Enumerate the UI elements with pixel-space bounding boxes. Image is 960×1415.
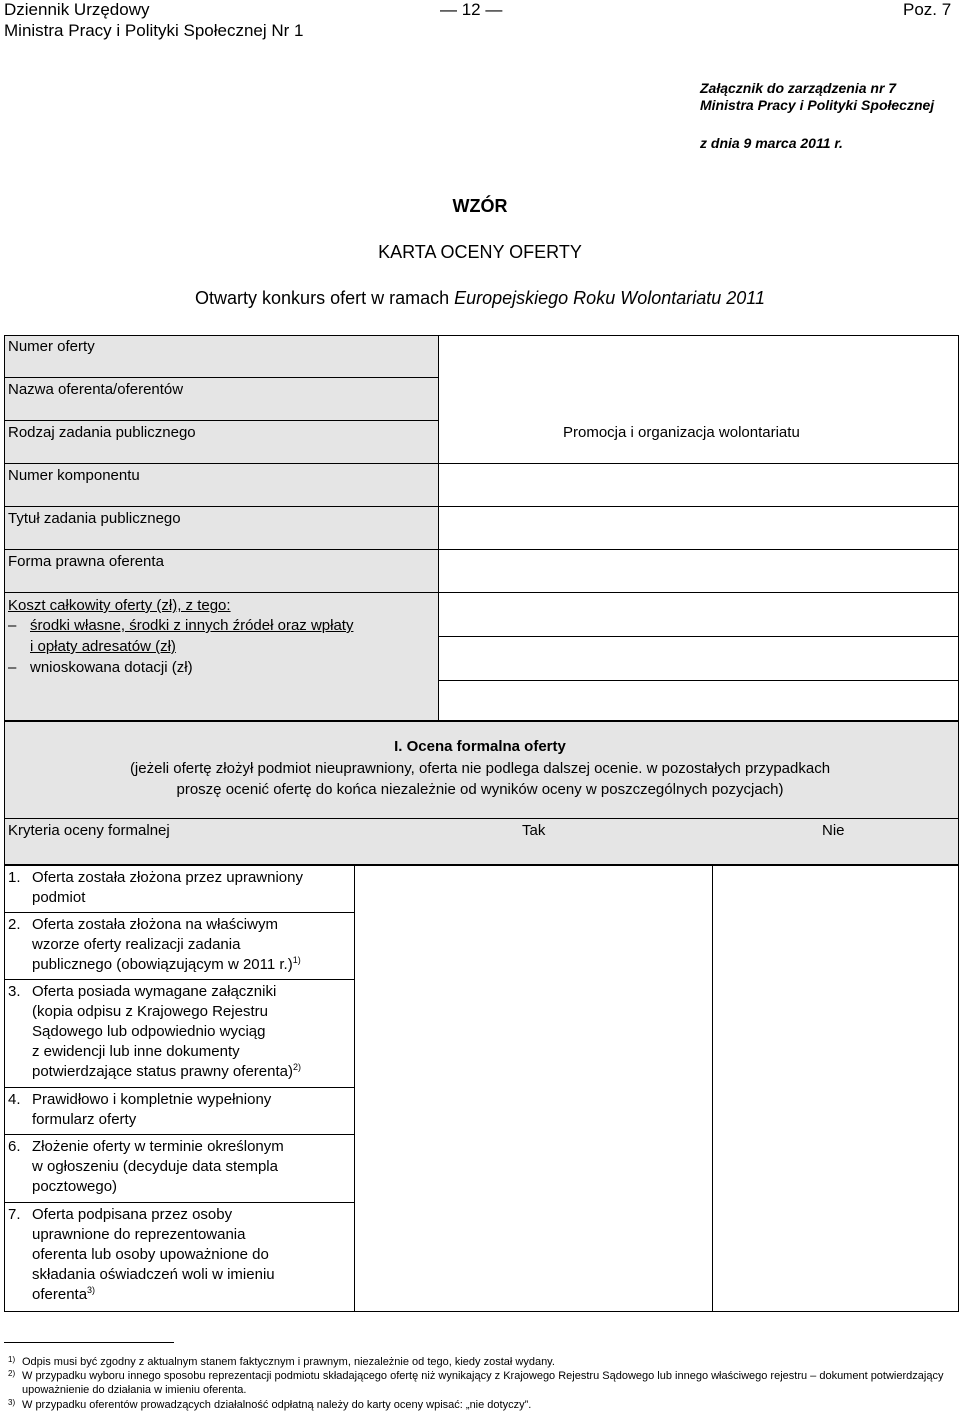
row-line bbox=[4, 912, 354, 913]
criterion-text: oferenta lub osoby upoważnione do bbox=[32, 1246, 269, 1263]
label-rodzaj-zadania: Rodzaj zadania publicznego bbox=[8, 424, 196, 441]
footnote-number: 2) bbox=[8, 1369, 16, 1378]
attachment-line-3: z dnia 9 marca 2011 r. bbox=[700, 135, 843, 151]
criterion-text-row bbox=[8, 1285, 353, 1305]
attachment-line-2: Ministra Pracy i Polityki Społecznej bbox=[700, 97, 935, 113]
criterion-text: pocztowego) bbox=[32, 1178, 118, 1195]
row-line bbox=[4, 1202, 354, 1203]
criterion-2 bbox=[8, 915, 353, 975]
formal-heading: I. Ocena formalna oferty bbox=[394, 738, 566, 755]
criterion-4 bbox=[8, 1090, 353, 1130]
label-koszt-calkowity: Koszt całkowity oferty (zł), z tego: bbox=[8, 597, 231, 614]
criterion-number: 2. bbox=[8, 916, 21, 933]
col-no: Nie bbox=[822, 822, 845, 839]
title-konkurs-italic: Europejskiego Roku Wolontariatu 2011 bbox=[454, 288, 765, 308]
label-wnioskowana-dotacja: – wnioskowana dotacji (zł) bbox=[8, 659, 193, 676]
row-line bbox=[4, 1087, 354, 1088]
label-nazwa-oferenta: Nazwa oferenta/oferentów bbox=[8, 381, 184, 398]
footnote-1 bbox=[8, 1355, 958, 1369]
formal-note-line-2: proszę ocenić ofertę do końca niezależnie od wyników oceny w poszczególnych pozycjach) bbox=[176, 781, 784, 798]
criterion-text: Oferta podpisana przez osoby bbox=[32, 1206, 233, 1223]
attachment-line-1: Załącznik do zarządzenia nr 7 bbox=[700, 80, 897, 96]
row-line bbox=[4, 420, 438, 421]
srodki-wlasne-line-1: środki własne, środki z innych źródeł oraz wpłaty bbox=[30, 617, 354, 634]
criterion-text-row bbox=[8, 955, 353, 975]
title-konkurs-prefix: Otwarty konkurs ofert w ramach bbox=[195, 288, 455, 308]
criterion-text: publicznego (obowiązującym w 2011 r.) bbox=[32, 956, 293, 973]
page-number: — 12 — bbox=[440, 0, 503, 19]
label-forma-prawna: Forma prawna oferenta bbox=[8, 553, 164, 570]
footnote-separator bbox=[4, 1342, 174, 1343]
footnote-ref: 1) bbox=[292, 955, 301, 965]
col-criteria: Kryteria oceny formalnej bbox=[8, 822, 170, 839]
col-yes: Tak bbox=[522, 822, 546, 839]
title-konkurs bbox=[0, 288, 960, 309]
footnote-text: Odpis musi być zgodny z aktualnym stanem faktycznym i prawnym, niezależnie od tego, kiedy został wydany. bbox=[22, 1356, 555, 1368]
criterion-number: 1. bbox=[8, 869, 21, 886]
criterion-text: (kopia odpisu z Krajowego Rejestru bbox=[32, 1003, 268, 1020]
criterion-7 bbox=[8, 1205, 353, 1305]
criterion-3 bbox=[8, 982, 353, 1082]
criterion-text-row bbox=[8, 1062, 353, 1082]
footnote-number: 3) bbox=[8, 1398, 16, 1407]
criterion-text: Oferta posiada wymagane załączniki bbox=[32, 983, 277, 1000]
criterion-number: 7. bbox=[8, 1206, 21, 1223]
row-line bbox=[4, 377, 438, 378]
criterion-text: z ewidencji lub inne dokumenty bbox=[32, 1043, 240, 1060]
criterion-text: Złożenie oferty w terminie określonym bbox=[32, 1138, 284, 1155]
label-numer-komponentu: Numer komponentu bbox=[8, 467, 140, 484]
footnote-text: W przypadku wyboru innego sposobu reprezentacji podmiotu składającego ofertę niż wynikający z Krajowego Rejestru Sądowego lub innego właściwego rejestru – dokument potwierdzający upoważnienie do działania w imieniu oferenta. bbox=[22, 1370, 944, 1396]
criterion-text: formularz oferty bbox=[32, 1111, 137, 1128]
criterion-text: Oferta została złożona na właściwym bbox=[32, 916, 278, 933]
formal-note-line-1: (jeżeli ofertę złożył podmiot nieuprawniony, oferta nie podlega dalszej ocenie. w pozostałych przypadkach bbox=[129, 760, 831, 777]
criterion-number: 3. bbox=[8, 983, 21, 1000]
ministry-number: Ministra Pracy i Polityki Społecznej Nr 1 bbox=[4, 21, 304, 40]
row-line bbox=[4, 463, 959, 464]
criterion-text: Prawidłowo i kompletnie wypełniony bbox=[32, 1091, 272, 1108]
criterion-text: uprawnione do reprezentowania bbox=[32, 1226, 246, 1243]
value-rodzaj-zadania: Promocja i organizacja wolontariatu bbox=[563, 424, 800, 441]
col-line bbox=[712, 865, 713, 1312]
title-wzor: WZÓR bbox=[452, 196, 508, 216]
label-numer-oferty: Numer oferty bbox=[8, 338, 95, 355]
label-srodki-wlasne: – środki własne, środki z innych źródeł oraz wpłaty bbox=[8, 617, 354, 634]
footnote-3 bbox=[8, 1398, 958, 1412]
info-divider bbox=[438, 335, 439, 721]
criterion-number: 4. bbox=[8, 1091, 21, 1108]
row-line bbox=[438, 636, 959, 637]
criterion-text: wzorze oferty realizacji zadania bbox=[32, 936, 241, 953]
journal-title: Dziennik Urzędowy bbox=[4, 0, 150, 19]
criterion-text: podmiot bbox=[32, 889, 86, 906]
label-tytul-zadania: Tytuł zadania publicznego bbox=[8, 510, 181, 527]
position-number: Poz. 7 bbox=[903, 0, 952, 19]
criterion-number: 6. bbox=[8, 1138, 21, 1155]
row-line bbox=[4, 592, 959, 593]
srodki-wlasne-line-2: i opłaty adresatów (zł) bbox=[30, 638, 176, 655]
criterion-text: Oferta została złożona przez uprawniony bbox=[32, 869, 303, 886]
criterion-text: oferenta bbox=[32, 1286, 88, 1303]
footnote-2 bbox=[8, 1369, 958, 1397]
row-line bbox=[4, 506, 959, 507]
wnioskowana-dotacja-text: wnioskowana dotacji (zł) bbox=[30, 659, 193, 676]
criterion-text: w ogłoszeniu (decyduje data stempla bbox=[32, 1158, 278, 1175]
criterion-text: potwierdzające status prawny oferenta) bbox=[32, 1063, 293, 1080]
criterion-6 bbox=[8, 1137, 353, 1197]
title-karta: KARTA OCENY OFERTY bbox=[378, 242, 582, 262]
row-line bbox=[4, 549, 959, 550]
col-line bbox=[354, 865, 355, 1312]
footnote-text: W przypadku oferentów prowadzących działalność odpłatną należy do karty oceny wpisać: „nie dotyczy”. bbox=[22, 1399, 532, 1411]
footnote-ref: 3) bbox=[87, 1285, 96, 1295]
footnote-ref: 2) bbox=[292, 1062, 301, 1072]
row-line bbox=[4, 1134, 354, 1135]
footnote-number: 1) bbox=[8, 1355, 16, 1364]
row-line bbox=[438, 680, 959, 681]
criterion-1 bbox=[8, 868, 353, 908]
criterion-text: Sądowego lub odpowiednio wyciąg bbox=[32, 1023, 266, 1040]
row-line bbox=[4, 979, 354, 980]
criterion-text: składania oświadczeń woli w imieniu bbox=[32, 1266, 275, 1283]
